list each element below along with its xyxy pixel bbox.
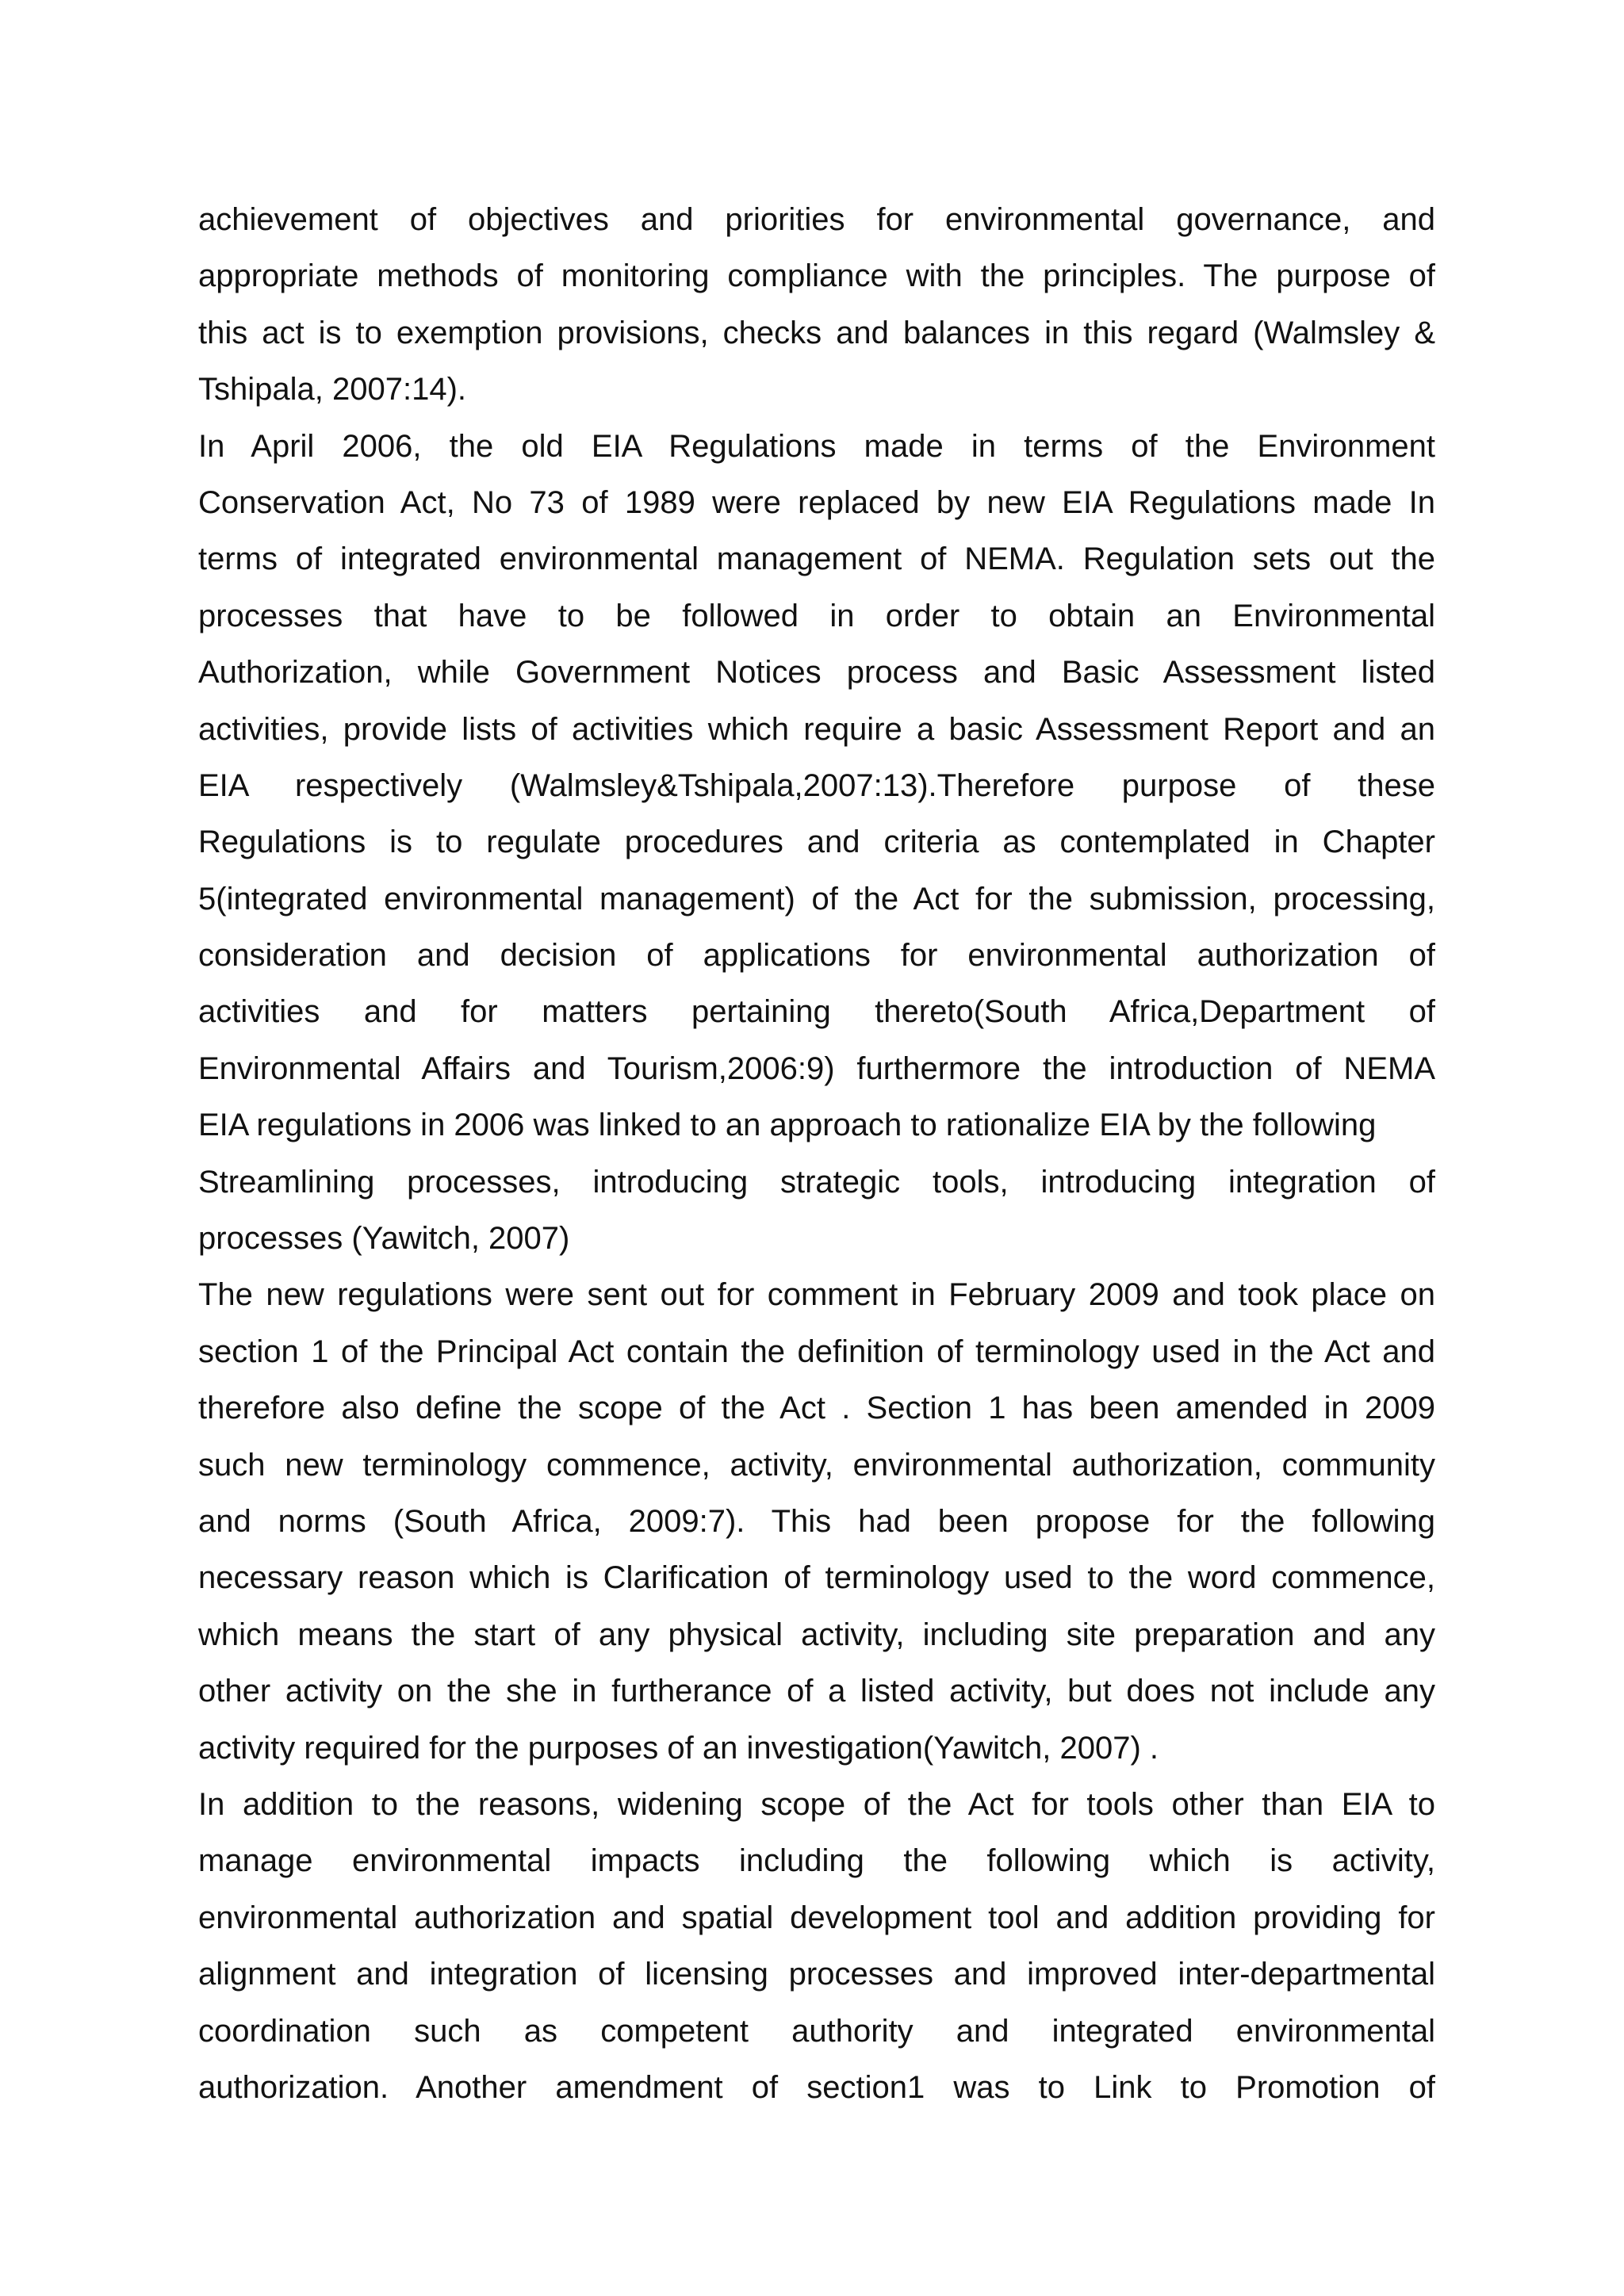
text-line: and norms (South Africa, 2009:7). This had been propose for the following [198,1503,1435,1539]
text-line: 5(integrated environmental management) of the Act for the submission, processing, [198,881,1435,916]
text-line: therefore also define the scope of the Act . Section 1 has been amended in 2009 [198,1391,1435,1426]
text-line: alignment and integration of licensing processes and improved inter-departmental [198,1957,1435,1992]
text-line: such new terminology commence, activity, environmental authorization, community [198,1447,1435,1483]
text-line: section 1 of the Principal Act contain the definition of terminology used in the Act and [198,1334,1435,1369]
text-line: activities and for matters pertaining thereto(South Africa,Department of [198,994,1435,1030]
text-line: Regulations is to regulate procedures and criteria as contemplated in Chapter [198,825,1435,860]
text-line: this act is to exemption provisions, checks and balances in this regard (Walmsley & [198,315,1435,350]
document-body-text [198,192,1435,2116]
text-line: other activity on the she in furtherance of a listed activity, but does not include any [198,1674,1435,1709]
text-line: Tshipala, 2007:14). [198,372,467,408]
text-line: appropriate methods of monitoring compliance with the principles. The purpose of [198,258,1435,294]
text-line: activities, provide lists of activities which require a basic Assessment Report and an [198,711,1435,747]
text-line: In April 2006, the old EIA Regulations made in terms of the Environment [198,428,1435,464]
text-line: terms of integrated environmental management of NEMA. Regulation sets out the [198,541,1435,577]
text-line: Authorization, while Government Notices process and Basic Assessment listed [198,655,1435,691]
text-line: manage environmental impacts including the following which is activity, [198,1843,1435,1879]
text-line: EIA regulations in 2006 was linked to an approach to rationalize EIA by the following [198,1108,1377,1143]
text-line: Environmental Affairs and Tourism,2006:9) furthermore the introduction of NEMA [198,1050,1435,1086]
text-line: achievement of objectives and priorities for environmental governance, and [198,202,1435,237]
text-line: which means the start of any physical activity, including site preparation and any [198,1617,1435,1652]
text-line: consideration and decision of applications for environmental authorization of [198,938,1435,974]
text-line: EIA respectively (Walmsley&Tshipala,2007:13).Therefore purpose of these [198,767,1435,803]
text-line: In addition to the reasons, widening scope of the Act for tools other than EIA to [198,1786,1435,1822]
text-line: processes that have to be followed in order to obtain an Environmental [198,598,1435,633]
text-line: coordination such as competent authority and integrated environmental [198,2013,1435,2049]
text-line: Streamlining processes, introducing strategic tools, introducing integration of [198,1164,1435,1200]
text-line: activity required for the purposes of an investigation(Yawitch, 2007) . [198,1730,1159,1766]
text-line: authorization. Another amendment of section1 was to Link to Promotion of [198,2069,1435,2105]
text-line: processes (Yawitch, 2007) [198,1221,570,1257]
text-line: environmental authorization and spatial development tool and addition providing for [198,1900,1435,1935]
text-line: The new regulations were sent out for comment in February 2009 and took place on [198,1277,1435,1313]
text-line: Conservation Act, No 73 of 1989 were replaced by new EIA Regulations made In [198,484,1435,520]
text-line: necessary reason which is Clarification of terminology used to the word commence, [198,1560,1435,1596]
